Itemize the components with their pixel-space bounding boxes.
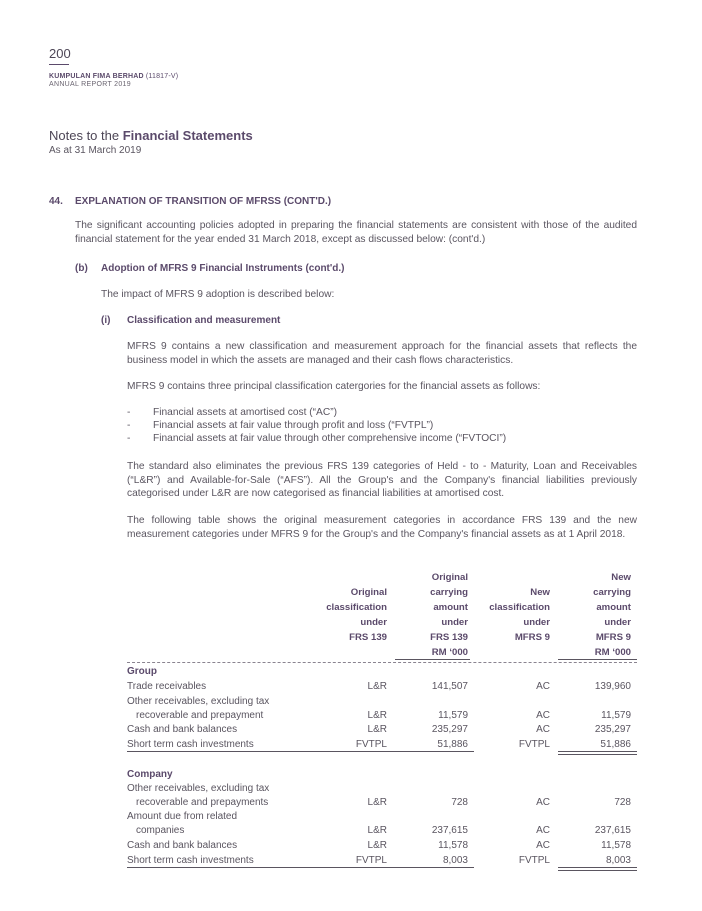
cell-original-amount: 8,003: [442, 855, 468, 866]
row-label: companies: [136, 825, 185, 836]
subsection-i-title: Classification and measurement: [127, 315, 281, 326]
row-label: Cash and bank balances: [127, 840, 238, 851]
bullet-item: [127, 407, 637, 421]
header-line: classification: [489, 602, 550, 613]
row-label: Other receivables, excluding tax: [127, 696, 270, 707]
header-line: under: [604, 617, 631, 628]
paragraph-2: MFRS 9 contains three principal classification catergories for the financial assets as follows:: [127, 381, 541, 392]
row-label: recoverable and prepayments: [136, 797, 269, 808]
cell-new-class: AC: [536, 724, 550, 735]
cell-new-class: AC: [536, 681, 550, 692]
bullet-item: [127, 420, 637, 434]
header-line: Original: [350, 587, 387, 598]
note-title: EXPLANATION OF TRANSITION OF MFRSS (CONT'D.): [75, 196, 332, 207]
cell-new-amount: 728: [614, 797, 631, 808]
cell-new-class: AC: [536, 840, 550, 851]
cell-new-amount: 139,960: [594, 681, 631, 692]
header-line: classification: [326, 602, 387, 613]
cell-original-class: L&R: [367, 681, 387, 692]
subsection-i-heading: [101, 315, 280, 326]
subsection-b-title: Adoption of MFRS 9 Financial Instruments (cont'd.): [101, 263, 345, 274]
header-line: amount: [433, 602, 468, 613]
cell-original-class: L&R: [367, 840, 387, 851]
header-line: MFRS 9: [595, 632, 631, 643]
bullet-dash: -: [127, 433, 131, 444]
cell-original-amount: 235,297: [431, 724, 468, 735]
subsection-b-heading: [75, 263, 344, 274]
header-line: RM ‘000: [431, 647, 468, 658]
header-line: [300, 570, 387, 585]
note-intro: The significant accounting policies adopted in preparing the financial statements are consistent with those of the audited financial statement for the year ended 31 March 2018, except as discussed below: (cont'd.): [75, 220, 637, 245]
cell-original-class: L&R: [367, 724, 387, 735]
bullet-text: Financial assets at fair value through profit and loss (“FVTPL”): [153, 420, 434, 431]
paragraph-3: The standard also eliminates the previous FRS 139 categories of Held - to - Maturity, Loan and Receivables (“L&R”) and Available-for-Sale (“AFS”). All the Group's and the Company's financial liabilities previously categorised under L&R are now categorised as financial liabilities at amortised cost.: [127, 461, 637, 499]
row-label: Other receivables, excluding tax: [127, 783, 270, 794]
row-label: Trade receivables: [127, 681, 207, 692]
cell-new-class: AC: [536, 825, 550, 836]
page-number-underline: [49, 64, 69, 65]
cell-new-amount: 11,578: [601, 840, 631, 851]
cell-original-class: L&R: [367, 710, 387, 721]
bullet-item: [127, 433, 637, 447]
company-label: Company: [127, 769, 173, 780]
cell-original-class: FVTPL: [355, 855, 387, 866]
company-registration: (11817-V): [145, 73, 179, 80]
cell-original-amount: 141,507: [431, 681, 468, 692]
header-line: under: [441, 617, 468, 628]
cell-new-amount: 237,615: [594, 825, 631, 836]
header-underline: [395, 659, 470, 660]
cell-new-amount: 51,886: [600, 739, 631, 750]
cell-new-class: FVTPL: [518, 855, 550, 866]
subsection-b-text: The impact of MFRS 9 adoption is described below:: [101, 289, 335, 300]
cell-new-amount: 11,579: [601, 710, 631, 721]
cell-new-amount: 8,003: [605, 855, 631, 866]
subsection-b-number: (b): [75, 263, 88, 274]
subsection-i-number: (i): [101, 315, 111, 326]
cell-original-amount: 11,578: [438, 840, 468, 851]
cell-original-amount: 11,579: [438, 710, 468, 721]
cell-new-class: AC: [536, 797, 550, 808]
header-line: FRS 139: [349, 632, 387, 643]
cell-new-amount: 235,297: [594, 724, 631, 735]
group-label: Group: [127, 666, 157, 677]
company-double-underline: [558, 867, 637, 871]
bullet-text: Financial assets at fair value through other comprehensive income (“FVTOCI”): [153, 433, 507, 444]
header-line: FRS 139: [430, 632, 468, 643]
cell-original-class: L&R: [367, 797, 387, 808]
column-header-original-carrying-amount: [390, 570, 468, 660]
header-underline: [558, 659, 637, 660]
section-title: [49, 128, 253, 143]
header-line: carrying: [593, 587, 631, 598]
cell-original-amount: 728: [451, 797, 468, 808]
section-title-prefix: Notes to the: [49, 128, 123, 143]
header-line: New: [530, 587, 550, 598]
cell-original-class: FVTPL: [355, 739, 387, 750]
cell-original-amount: 51,886: [437, 739, 468, 750]
company-name-text: KUMPULAN FIMA BERHAD: [49, 73, 144, 80]
header-line: RM ‘000: [594, 647, 631, 658]
paragraph-4: The following table shows the original measurement categories in accordance FRS 139 and the new measurement categories under MFRS 9 for the Group's and the Company's financial assets as at 1 April 2018.: [127, 515, 637, 540]
note-number: 44.: [49, 196, 63, 207]
section-subtitle: As at 31 March 2019: [49, 145, 142, 156]
paragraph-1: MFRS 9 contains a new classification and measurement approach for the financial assets that reflects the business model in which the assets are managed and their cash flows characteristics.: [127, 341, 637, 366]
report-title: ANNUAL REPORT 2019: [49, 81, 131, 88]
row-label: Short term cash investments: [127, 855, 254, 866]
cell-new-class: FVTPL: [518, 739, 550, 750]
header-line: amount: [596, 602, 631, 613]
note-heading: [49, 196, 331, 207]
column-header-original-classification: [300, 570, 387, 645]
header-line: MFRS 9: [514, 632, 550, 643]
header-line: under: [360, 617, 387, 628]
cell-original-class: L&R: [367, 825, 387, 836]
cell-new-class: AC: [536, 710, 550, 721]
company-name: [49, 73, 178, 80]
column-header-new-carrying-amount: [552, 570, 631, 660]
row-label: Short term cash investments: [127, 739, 254, 750]
column-header-new-classification: [470, 570, 550, 645]
bullet-dash: -: [127, 407, 131, 418]
bullet-dash: -: [127, 420, 131, 431]
cell-original-amount: 237,615: [431, 825, 468, 836]
company-total-line: [127, 867, 474, 868]
header-divider: [127, 662, 637, 663]
row-label: recoverable and prepayment: [136, 710, 264, 721]
header-line: [470, 570, 550, 585]
group-total-line: [127, 751, 474, 752]
header-line: Original: [431, 572, 468, 583]
header-line: New: [611, 572, 631, 583]
group-double-underline: [558, 751, 637, 755]
section-title-bold: Financial Statements: [122, 128, 253, 143]
row-label: Cash and bank balances: [127, 724, 238, 735]
header-line: under: [523, 617, 550, 628]
page-number: 200: [49, 46, 71, 61]
row-label: Amount due from related: [127, 811, 238, 822]
header-line: carrying: [430, 587, 468, 598]
bullet-text: Financial assets at amortised cost (“AC”): [153, 407, 337, 418]
